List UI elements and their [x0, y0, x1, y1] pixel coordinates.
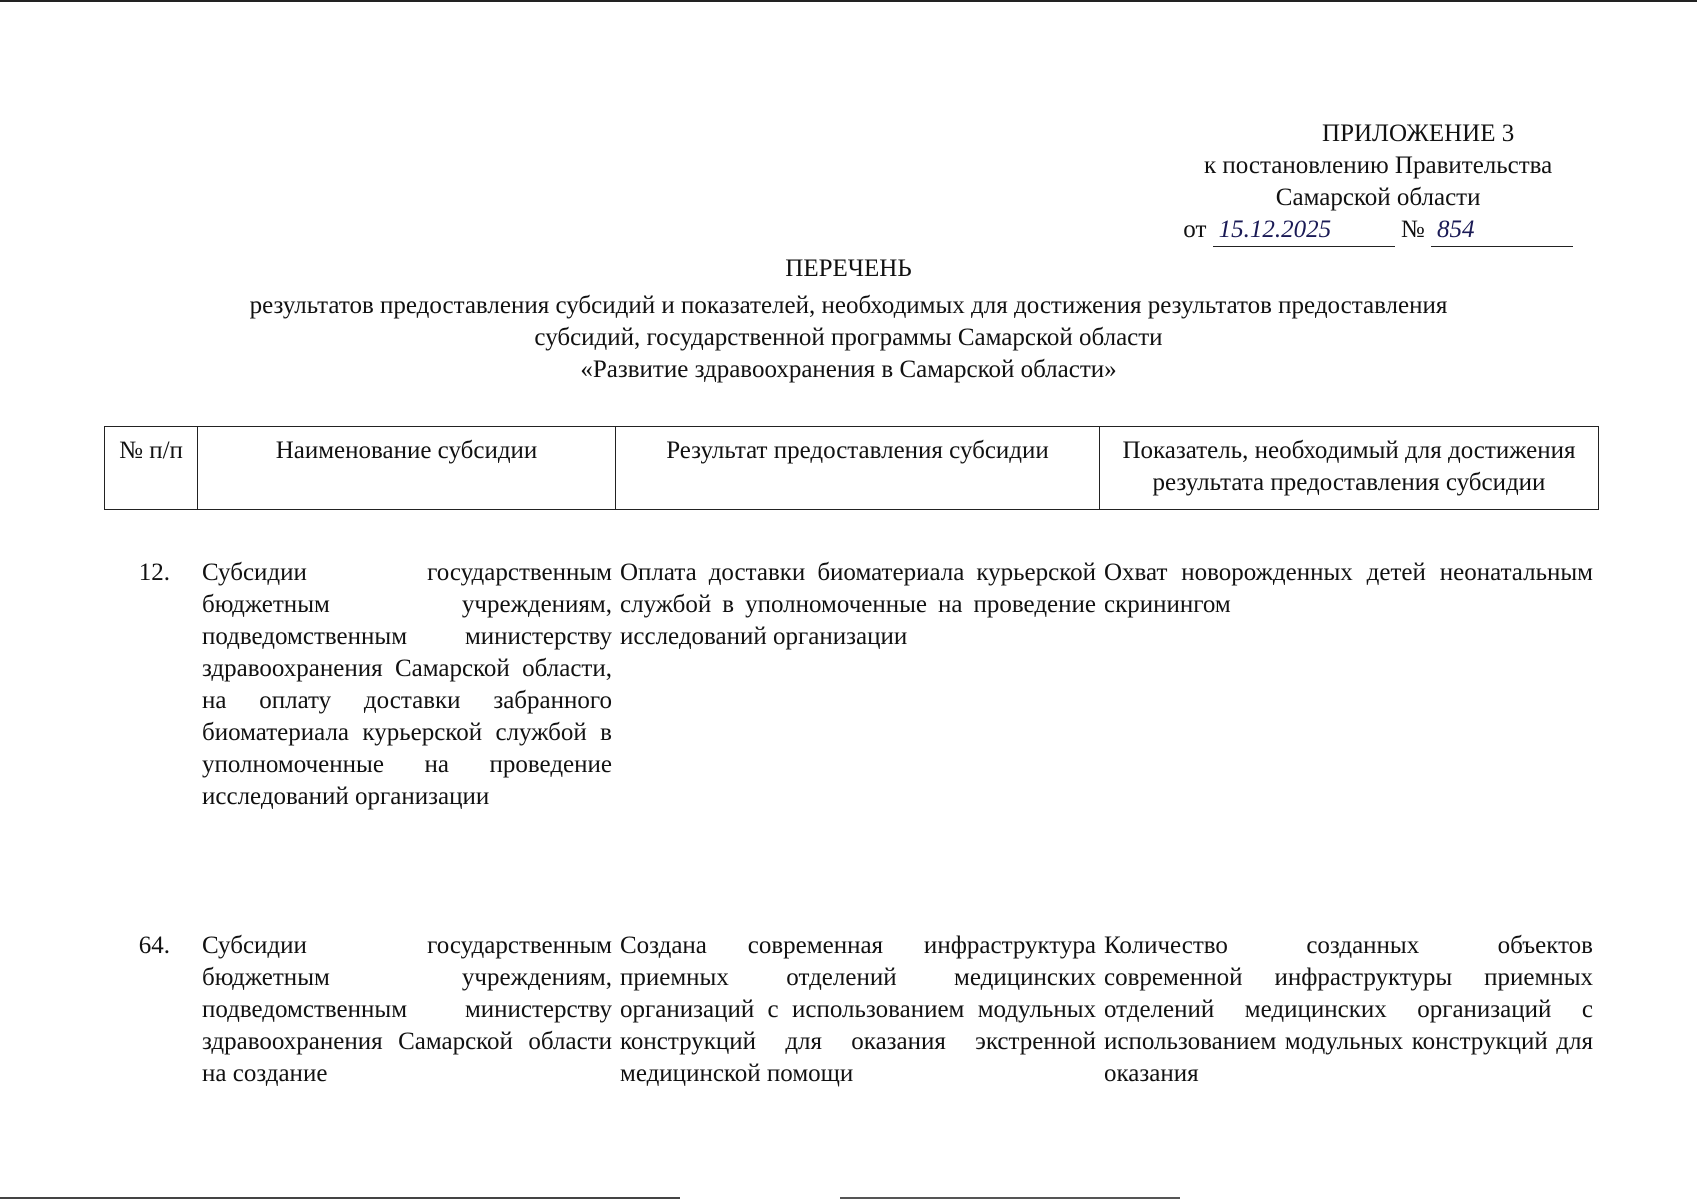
row-result: Оплата доставки биоматериала курьерской службой в уполномоченные на проведение исследований организации [620, 559, 1096, 650]
subtitle-line-3: «Развитие здравоохранения в Самарской области» [580, 356, 1117, 383]
row-subsidy-name: Субсидии государственным бюджетным учреждениям, подведомственным министерству здравоохранения Самарской области на создание [202, 932, 612, 1087]
bottom-border-segment [840, 1197, 1180, 1199]
row-indicator: Охват новорожденных детей неонатальным скринингом [1104, 559, 1593, 618]
header-number: № п/п [105, 427, 198, 510]
number-label: № [1400, 216, 1425, 243]
document-subtitle [0, 290, 1697, 386]
table-header [104, 426, 1599, 510]
row-number: 64. [138, 932, 170, 959]
row-subsidy-name: Субсидии государственным бюджетным учреждениям, подведомственным министерству здравоохранения Самарской области, на оплату доставки забранного биоматериала курьерской службой в уполномоченные на проведение исследований организации [202, 559, 612, 810]
top-border [0, 0, 1697, 2]
header-subsidy-name: Наименование субсидии [198, 427, 616, 510]
row-indicator: Количество созданных объектов современной инфраструктуры приемных отделений медицинских организаций с использованием модульных конструкций для оказания [1104, 932, 1593, 1087]
bottom-border [0, 1197, 680, 1199]
from-label: от [1183, 216, 1207, 243]
header-result: Результат предоставления субсидии [616, 427, 1100, 510]
document-heading: ПЕРЕЧЕНЬ [785, 255, 912, 282]
row-result: Создана современная инфраструктура приемных отделений медицинских организаций с использованием модульных конструкций для оказания экстренной медицинской помощи [620, 932, 1096, 1087]
row-number: 12. [138, 559, 170, 586]
subtitle-line-1: результатов предоставления субсидий и показателей, необходимых для достижения результатов предоставления [249, 292, 1448, 319]
header-indicator: Показатель, необходимый для достижения результата предоставления субсидии [1100, 427, 1599, 510]
subtitle-line-2: субсидий, государственной программы Самарской области [534, 324, 1163, 351]
appendix-region: Самарской области [1275, 184, 1481, 211]
handwritten-date: 15.12.2025 [1213, 214, 1395, 247]
appendix-block [1183, 118, 1573, 247]
appendix-date-number [1183, 214, 1573, 247]
handwritten-number: 854 [1431, 214, 1573, 247]
appendix-decree: к постановлению Правительства [1204, 152, 1553, 179]
appendix-title: ПРИЛОЖЕНИЕ 3 [1322, 120, 1515, 147]
